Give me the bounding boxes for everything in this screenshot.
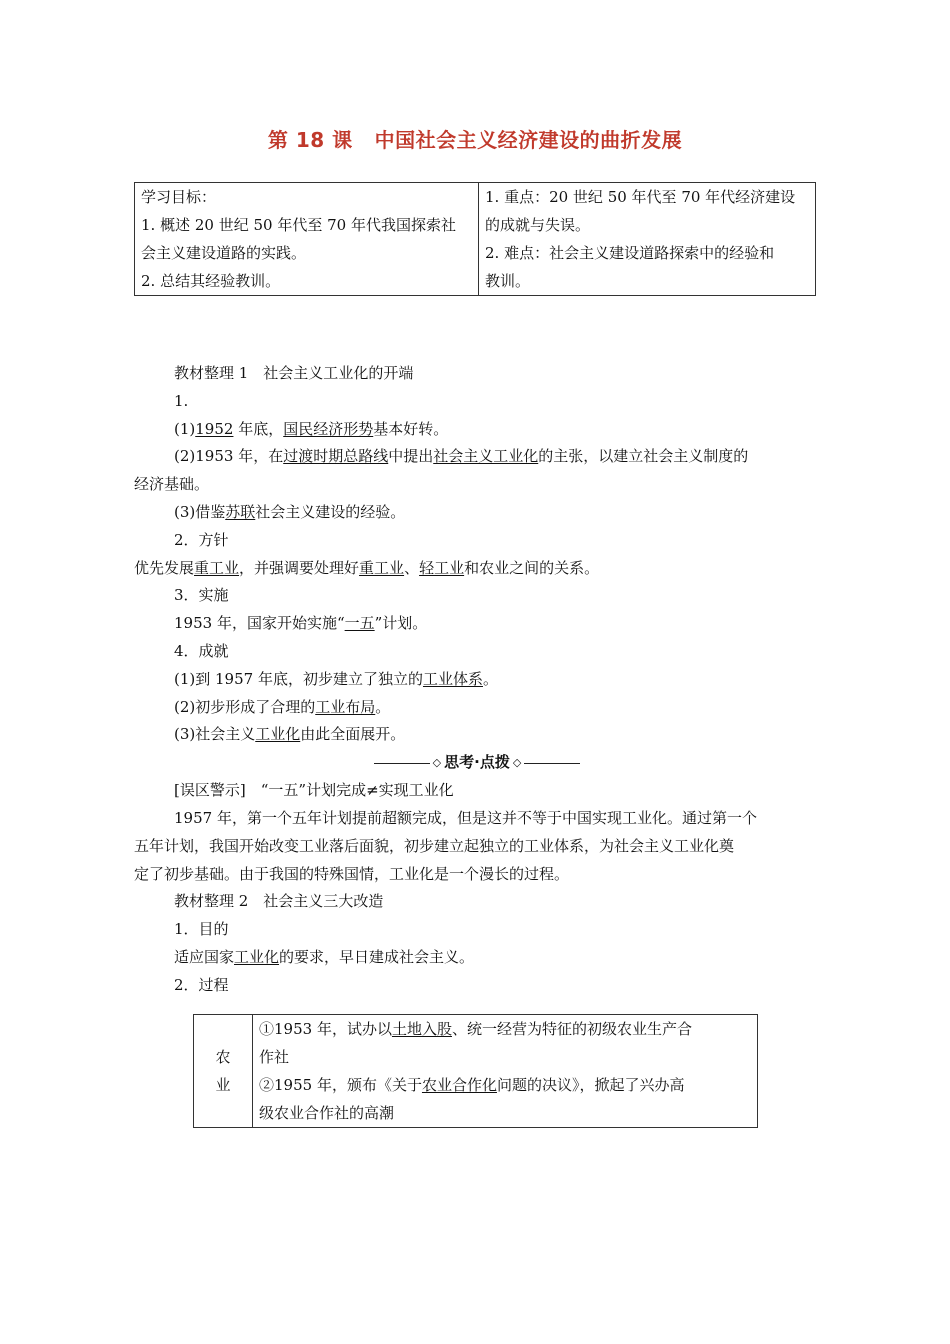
process-line: ①1953 年，试办以土地入股、统一经营为特征的初级农业生产合 [259, 1020, 692, 1038]
section2-heading: 教材整理 2 社会主义三大改造 [174, 892, 384, 911]
paragraph-continuation: 经济基础。 [134, 475, 210, 494]
divider-line [524, 763, 580, 764]
goals-left-line: 会主义建设道路的实践。 [141, 244, 307, 262]
section1-heading: 教材整理 1 社会主义工业化的开端 [174, 364, 414, 382]
page-title [0, 124, 950, 153]
goals-right-line: 的成就与失误。 [485, 216, 591, 234]
process-line: 级农业合作社的高潮 [259, 1104, 395, 1122]
item-number: 1．目的 [174, 920, 229, 939]
paragraph: (3)借鉴苏联社会主义建设的经验。 [174, 502, 406, 521]
item-number: 4．成就 [174, 641, 229, 660]
process-table [193, 1014, 758, 1128]
diamond-icon: ◇ [432, 756, 442, 770]
lesson-name: 中国社会主义经济建设的曲折发展 [374, 128, 683, 152]
paragraph-continuation: 五年计划，我国开始改变工业落后面貌，初步建立起独立的工业体系，为社会主义工业化奠 [134, 836, 735, 855]
paragraph: 1957 年，第一个五年计划提前超额完成，但是这并不等于中国实现工业化。通过第一个 [174, 808, 757, 827]
paragraph: 优先发展重工业，并强调要处理好重工业、轻工业和农业之间的关系。 [134, 558, 600, 577]
paragraph: (3)社会主义工业化由此全面展开。 [174, 725, 406, 744]
goals-left-cell [135, 183, 479, 295]
goals-right-cell [479, 183, 815, 295]
diamond-icon: ◇ [512, 756, 522, 770]
process-line: ②1955 年，颁布《关于农业合作化问题的决议》，掀起了兴办高 [259, 1076, 685, 1094]
divider-label: 思考·点拨 [444, 753, 510, 772]
item-number: 1. [174, 391, 189, 410]
item-number: 3．实施 [174, 586, 229, 605]
paragraph: (2)初步形成了合理的工业布局。 [174, 697, 391, 716]
goals-left-line: 1. 概述 20 世纪 50 年代至 70 年代我国探索社 [141, 216, 456, 234]
paragraph: 1953 年，国家开始实施“一五”计划。 [174, 614, 428, 633]
warning-heading: [误区警示] “一五”计划完成≠实现工业化 [174, 781, 454, 800]
divider-line [374, 763, 430, 764]
goals-table [134, 182, 816, 296]
paragraph: (1)到 1957 年底，初步建立了独立的工业体系。 [174, 669, 498, 688]
item-number: 2．过程 [174, 975, 229, 994]
process-line: 作社 [259, 1048, 290, 1066]
goals-left-line: 学习目标： [141, 188, 217, 206]
paragraph: 适应国家工业化的要求，早日建成社会主义。 [174, 947, 475, 966]
paragraph: (2)1953 年，在过渡时期总路线中提出社会主义工业化的主张，以建立社会主义制度的 [174, 447, 749, 466]
paragraph: (1)1952 年底，国民经济形势基本好转。 [174, 419, 449, 438]
process-label-cell [194, 1015, 253, 1127]
paragraph-continuation: 定了初步基础。由于我国的特殊国情，工业化是一个漫长的过程。 [134, 864, 570, 883]
goals-right-line: 2. 难点：社会主义建设道路探索中的经验和 [485, 244, 775, 262]
process-label: 农 [215, 1048, 231, 1066]
process-label: 业 [215, 1076, 231, 1094]
process-content-cell [253, 1015, 757, 1127]
item-number: 2．方针 [174, 530, 229, 549]
lesson-number: 第 18 课 [267, 128, 353, 152]
goals-right-line: 教训。 [485, 272, 531, 290]
think-divider [134, 749, 820, 777]
goals-left-line: 2. 总结其经验教训。 [141, 272, 281, 290]
main-body [134, 360, 820, 1000]
goals-right-line: 1. 重点：20 世纪 50 年代至 70 年代经济建设 [485, 188, 796, 206]
